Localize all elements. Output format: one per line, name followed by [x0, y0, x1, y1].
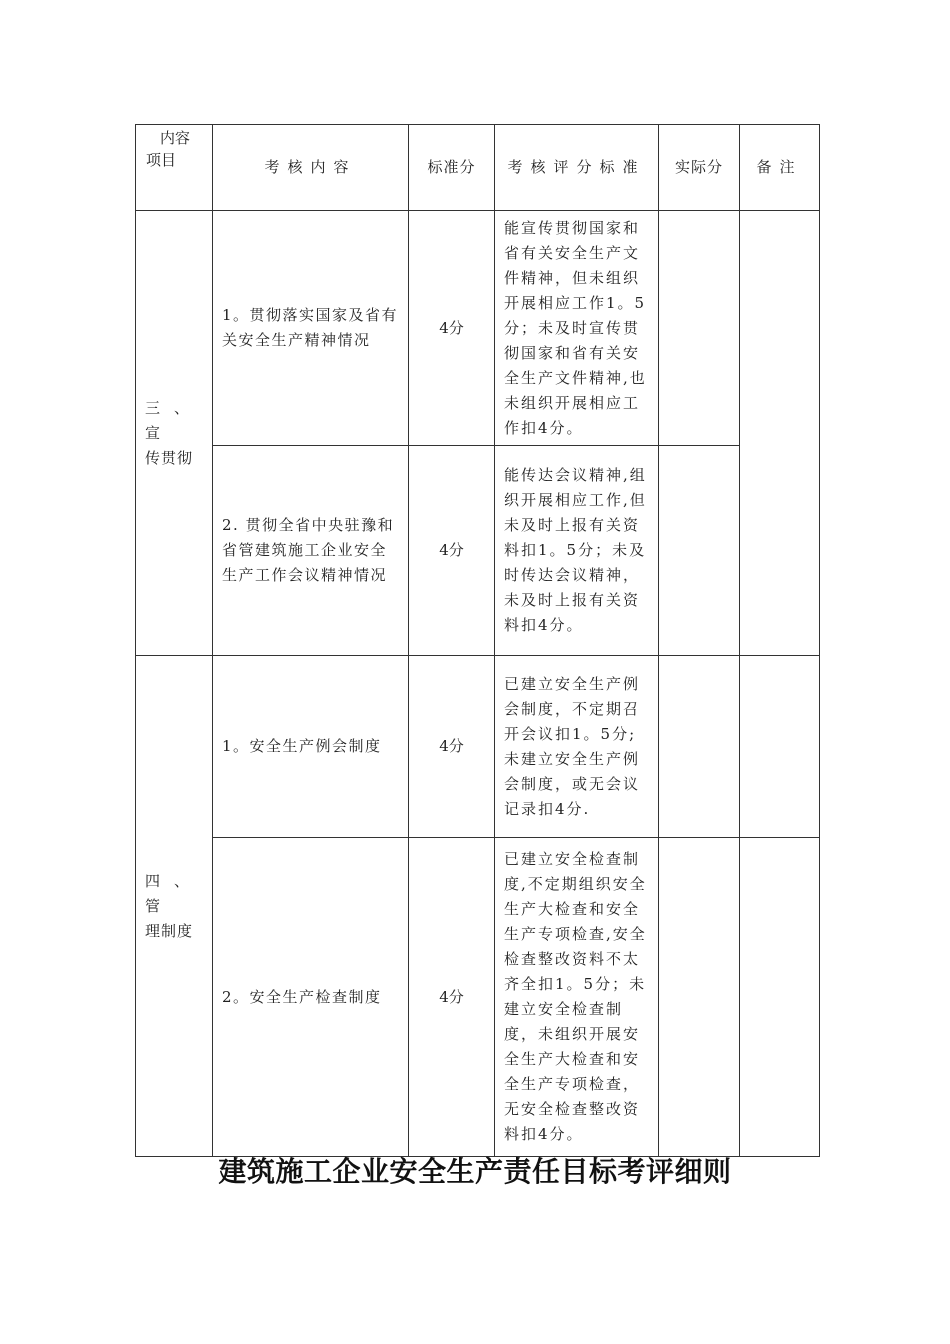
criteria-line: 料扣1。5分；未及 — [504, 541, 647, 559]
criteria-cell — [495, 656, 659, 838]
criteria-line: 开展相应工作1。5 — [504, 293, 647, 312]
category-line: 四、管 — [145, 871, 204, 915]
table-row — [136, 446, 820, 656]
criteria-line: 无安全检查整改资 — [504, 1100, 641, 1118]
item-line: 生产工作会议精神情况 — [222, 566, 388, 584]
document-title: 建筑施工企业安全生产责任目标考评细则 — [218, 1155, 732, 1188]
item-cell — [213, 656, 409, 838]
criteria-cell — [495, 446, 659, 656]
header-remarks: 备注 — [740, 125, 820, 211]
evaluation-table — [135, 124, 820, 1157]
criteria-line: 未及时上报有关资 — [504, 591, 641, 609]
criteria-line: 作扣4分。 — [504, 418, 584, 437]
criteria-cell — [495, 211, 659, 446]
header-actual-score: 实际分 — [659, 125, 740, 211]
criteria-line: 检查整改资料不太 — [504, 950, 641, 968]
item-line: 2. 贯彻全省中央驻豫和 — [222, 516, 395, 534]
table-row — [136, 656, 820, 838]
actual-score-cell — [659, 211, 740, 446]
criteria-line: 全生产文件精神,也 — [504, 368, 647, 387]
remarks-cell — [740, 838, 820, 1157]
criteria-line: 织开展相应工作,但 — [504, 491, 647, 509]
item-line: 2。安全生产检查制度 — [222, 987, 382, 1006]
category-cell — [136, 656, 213, 1157]
remarks-cell — [740, 656, 820, 838]
header-row — [136, 125, 820, 211]
standard-score-cell: 4分 — [409, 446, 495, 656]
standard-score-cell: 4分 — [409, 656, 495, 838]
header-corner-top: 内容 — [160, 129, 191, 147]
criteria-line: 生产专项检查,安全 — [504, 925, 647, 943]
standard-score-cell: 4分 — [409, 838, 495, 1157]
header-criteria: 考核评分标准 — [495, 125, 659, 211]
header-standard-score: 标准分 — [409, 125, 495, 211]
criteria-line: 生产大检查和安全 — [504, 900, 641, 918]
category-line: 传贯彻 — [145, 448, 194, 467]
category-line: 理制度 — [145, 921, 194, 940]
item-line: 关安全生产精神情况 — [222, 331, 371, 349]
criteria-line: 能宣传贯彻国家和 — [504, 218, 641, 237]
standard-score-cell: 4分 — [409, 211, 495, 446]
remarks-cell — [740, 211, 820, 656]
actual-score-cell — [659, 838, 740, 1157]
criteria-cell — [495, 838, 659, 1157]
header-content: 考核内容 — [213, 125, 409, 211]
criteria-line: 度，未组织开展安 — [504, 1025, 641, 1043]
criteria-line: 度,不定期组织安全 — [504, 875, 647, 893]
criteria-line: 会制度，不定期召 — [504, 699, 641, 718]
item-cell — [213, 211, 409, 446]
criteria-line: 记录扣4分. — [504, 799, 591, 818]
criteria-line: 未及时上报有关资 — [504, 516, 641, 534]
criteria-line: 料扣4分。 — [504, 1125, 584, 1143]
criteria-line: 未建立安全生产例 — [504, 749, 641, 768]
header-corner-cell — [136, 125, 213, 211]
category-cell — [136, 211, 213, 656]
item-line: 1。安全生产例会制度 — [222, 737, 382, 755]
criteria-line: 全生产专项检查， — [504, 1075, 641, 1093]
item-line: 1。贯彻落实国家及省有 — [222, 306, 399, 324]
actual-score-cell — [659, 656, 740, 838]
item-cell — [213, 838, 409, 1157]
table-row — [136, 211, 820, 446]
item-cell — [213, 446, 409, 656]
criteria-line: 时传达会议精神， — [504, 566, 641, 584]
criteria-line: 分；未及时宣传贯 — [504, 318, 641, 337]
criteria-line: 已建立安全生产例 — [504, 674, 641, 693]
criteria-line: 建立安全检查制 — [504, 1000, 624, 1018]
header-corner-bottom: 项目 — [146, 151, 177, 169]
category-line: 三、宣 — [145, 398, 204, 442]
criteria-line: 已建立安全检查制 — [504, 850, 641, 868]
criteria-line: 会制度，或无会议 — [504, 774, 641, 793]
item-line: 省管建筑施工企业安全 — [222, 541, 388, 559]
criteria-line: 全生产大检查和安 — [504, 1050, 641, 1068]
criteria-line: 齐全扣1。5分；未 — [504, 975, 647, 993]
criteria-line: 未组织开展相应工 — [504, 393, 641, 412]
criteria-line: 料扣4分。 — [504, 616, 584, 634]
criteria-line: 省有关安全生产文 — [504, 243, 641, 262]
criteria-line: 能传达会议精神,组 — [504, 466, 647, 484]
table-row — [136, 838, 820, 1157]
actual-score-cell — [659, 446, 740, 656]
criteria-line: 开会议扣1。5分; — [504, 724, 637, 743]
criteria-line: 彻国家和省有关安 — [504, 343, 641, 362]
criteria-line: 件精神，但未组织 — [504, 268, 641, 287]
